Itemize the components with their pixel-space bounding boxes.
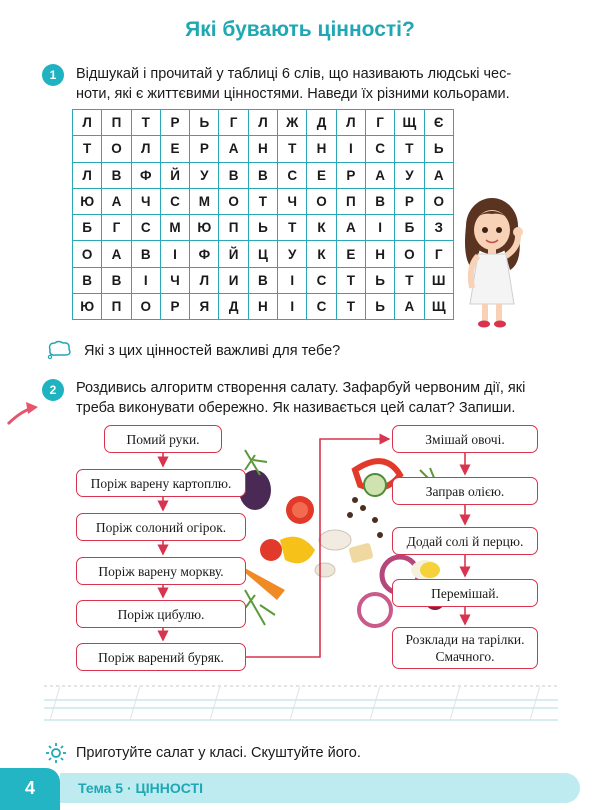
topic-label: Тема 5 — [78, 780, 124, 796]
letter-grid — [72, 109, 454, 320]
grid-cell[interactable]: П — [102, 294, 131, 320]
grid-cell[interactable]: І — [131, 267, 160, 293]
grid-cell[interactable]: Ь — [424, 136, 453, 162]
grid-cell[interactable]: І — [278, 267, 307, 293]
grid-cell[interactable]: В — [248, 162, 277, 188]
grid-cell[interactable]: Г — [365, 110, 394, 136]
grid-cell[interactable]: Л — [190, 267, 219, 293]
grid-cell[interactable]: М — [160, 215, 189, 241]
step-box[interactable]: Заправ олією. — [392, 477, 538, 505]
topic-separator: · — [126, 780, 132, 796]
grid-cell[interactable]: І — [365, 215, 394, 241]
task1-line1: Відшукай і прочитай у таблиці 6 слів, що називають людські чес- — [76, 66, 512, 82]
page-number: 4 — [0, 768, 60, 810]
grid-cell[interactable]: В — [365, 188, 394, 214]
grid-cell[interactable]: І — [160, 241, 189, 267]
grid-cell[interactable]: Т — [278, 215, 307, 241]
grid-cell[interactable]: У — [278, 241, 307, 267]
grid-row — [73, 136, 454, 162]
grid-cell[interactable]: В — [102, 267, 131, 293]
grid-row — [73, 215, 454, 241]
grid-cell[interactable]: З — [424, 215, 453, 241]
grid-cell[interactable]: Л — [73, 162, 102, 188]
grid-cell[interactable]: Р — [160, 294, 189, 320]
task2-instructions — [76, 378, 586, 418]
step-box-final[interactable] — [392, 627, 538, 669]
grid-cell[interactable]: Б — [395, 215, 424, 241]
step-box[interactable]: Додай солі й перцю. — [392, 527, 538, 555]
grid-cell[interactable]: О — [219, 188, 248, 214]
grid-cell[interactable]: Ф — [131, 162, 160, 188]
task1-instructions — [76, 64, 576, 104]
step-box[interactable]: Перемішай. — [392, 579, 538, 607]
grid-cell[interactable]: Е — [160, 136, 189, 162]
task-number-badge: 2 — [42, 379, 64, 401]
grid-cell[interactable]: Ч — [160, 267, 189, 293]
grid-row — [73, 162, 454, 188]
page-title: Які бувають цінності? — [185, 18, 415, 41]
grid-cell[interactable]: У — [395, 162, 424, 188]
grid-cell[interactable]: В — [131, 241, 160, 267]
grid-cell[interactable]: Р — [336, 162, 365, 188]
grid-cell[interactable]: А — [424, 162, 453, 188]
grid-cell[interactable]: Н — [248, 136, 277, 162]
grid-row — [73, 110, 454, 136]
grid-cell[interactable]: Ф — [190, 241, 219, 267]
grid-cell[interactable]: Т — [336, 267, 365, 293]
grid-row — [73, 294, 454, 320]
grid-cell[interactable]: Н — [307, 136, 336, 162]
grid-cell[interactable]: О — [395, 241, 424, 267]
step-box[interactable]: Помий руки. — [104, 425, 222, 453]
grid-cell[interactable]: Я — [190, 294, 219, 320]
task-number-badge: 1 — [42, 64, 64, 86]
grid-cell[interactable]: Л — [131, 136, 160, 162]
grid-cell[interactable]: Ю — [73, 294, 102, 320]
grid-cell[interactable]: Т — [336, 294, 365, 320]
grid-cell[interactable]: А — [102, 241, 131, 267]
writing-lines[interactable] — [44, 680, 558, 725]
grid-cell[interactable]: С — [278, 162, 307, 188]
grid-cell[interactable]: В — [102, 162, 131, 188]
grid-cell[interactable]: Є — [424, 110, 453, 136]
grid-cell[interactable]: П — [336, 188, 365, 214]
grid-cell[interactable]: А — [102, 188, 131, 214]
grid-cell[interactable]: С — [307, 267, 336, 293]
grid-cell[interactable]: Т — [395, 136, 424, 162]
grid-cell[interactable]: Т — [395, 267, 424, 293]
grid-cell[interactable]: У — [190, 162, 219, 188]
grid-cell[interactable]: Р — [160, 110, 189, 136]
grid-cell[interactable]: Е — [307, 162, 336, 188]
thought-bubble-icon — [44, 340, 74, 360]
grid-cell[interactable]: Щ — [424, 294, 453, 320]
grid-cell[interactable]: Ш — [424, 267, 453, 293]
grid-cell[interactable]: В — [248, 267, 277, 293]
grid-row — [73, 188, 454, 214]
task1-question: Які з цих цінностей важливі для тебе? — [84, 343, 341, 359]
grid-row — [73, 241, 454, 267]
grid-cell[interactable]: Л — [336, 110, 365, 136]
grid-cell[interactable]: В — [219, 162, 248, 188]
grid-cell[interactable]: К — [307, 241, 336, 267]
grid-cell[interactable]: А — [395, 294, 424, 320]
grid-cell[interactable]: І — [278, 294, 307, 320]
sun-icon — [46, 743, 66, 763]
grid-cell[interactable]: Ц — [248, 241, 277, 267]
grid-cell[interactable]: Н — [365, 241, 394, 267]
task1-line2: ноти, які є життєвими цінностями. Наведи їх різними кольорами. — [76, 86, 510, 102]
topic-banner — [60, 773, 580, 803]
grid-cell[interactable]: С — [365, 136, 394, 162]
grid-cell[interactable]: И — [219, 267, 248, 293]
grid-cell[interactable]: Т — [131, 110, 160, 136]
grid-cell[interactable]: Т — [73, 136, 102, 162]
grid-cell[interactable]: К — [307, 215, 336, 241]
grid-cell[interactable]: М — [190, 188, 219, 214]
step-box[interactable]: Поріж варену моркву. — [76, 557, 246, 585]
grid-cell[interactable]: Ь — [248, 215, 277, 241]
grid-cell[interactable]: Ч — [278, 188, 307, 214]
grid-cell[interactable]: Р — [190, 136, 219, 162]
grid-cell[interactable]: О — [102, 136, 131, 162]
grid-cell[interactable]: Й — [219, 241, 248, 267]
grid-cell[interactable]: О — [424, 188, 453, 214]
grid-cell[interactable]: С — [131, 215, 160, 241]
step-box[interactable]: Поріж варену картоплю. — [76, 469, 246, 497]
topic-name: ЦІННОСТІ — [135, 780, 203, 796]
grid-cell[interactable]: С — [160, 188, 189, 214]
task2-line2: треба виконувати обережно. Як називається цей салат? Запиши. — [76, 400, 516, 416]
grid-cell[interactable]: П — [102, 110, 131, 136]
grid-cell[interactable]: Щ — [395, 110, 424, 136]
step-box[interactable]: Поріж варений буряк. — [76, 643, 246, 671]
grid-cell[interactable]: Т — [278, 136, 307, 162]
grid-cell[interactable]: Т — [248, 188, 277, 214]
final-step-line2: Смачного. — [435, 649, 495, 664]
grid-cell[interactable]: Ь — [365, 294, 394, 320]
grid-cell[interactable]: Б — [73, 215, 102, 241]
bottom-task: Приготуйте салат у класі. Скуштуйте його. — [76, 745, 361, 761]
grid-cell[interactable]: А — [336, 215, 365, 241]
step-box[interactable]: Поріж цибулю. — [76, 600, 246, 628]
grid-cell[interactable]: Д — [219, 294, 248, 320]
final-step-line1: Розклади на тарілки. — [405, 632, 525, 647]
grid-cell[interactable]: І — [336, 136, 365, 162]
grid-cell[interactable]: О — [131, 294, 160, 320]
grid-cell[interactable]: С — [307, 294, 336, 320]
grid-cell[interactable]: В — [73, 267, 102, 293]
pointer-arrow-icon — [6, 398, 40, 428]
grid-cell[interactable]: Г — [424, 241, 453, 267]
step-box[interactable]: Змішай овочі. — [392, 425, 538, 453]
grid-cell[interactable]: П — [219, 215, 248, 241]
grid-cell[interactable]: Н — [248, 294, 277, 320]
grid-cell[interactable]: Д — [307, 110, 336, 136]
grid-cell[interactable]: О — [73, 241, 102, 267]
grid-cell[interactable]: А — [365, 162, 394, 188]
grid-cell[interactable]: А — [219, 136, 248, 162]
grid-cell[interactable]: Г — [219, 110, 248, 136]
step-box[interactable]: Поріж солоний огірок. — [76, 513, 246, 541]
grid-cell[interactable]: Ю — [73, 188, 102, 214]
grid-row — [73, 267, 454, 293]
grid-cell[interactable]: Р — [395, 188, 424, 214]
grid-cell[interactable]: Е — [336, 241, 365, 267]
grid-cell[interactable]: Л — [248, 110, 277, 136]
task2-line1: Роздивись алгоритм створення салату. Зафарбуй червоним дії, які — [76, 380, 526, 396]
grid-cell[interactable]: Л — [73, 110, 102, 136]
grid-cell[interactable]: Й — [160, 162, 189, 188]
grid-cell[interactable]: О — [307, 188, 336, 214]
grid-cell[interactable]: Ч — [131, 188, 160, 214]
grid-cell[interactable]: Ю — [190, 215, 219, 241]
girl-illustration — [452, 192, 532, 332]
grid-cell[interactable]: Ь — [190, 110, 219, 136]
grid-cell[interactable]: Ь — [365, 267, 394, 293]
grid-cell[interactable]: Г — [102, 215, 131, 241]
grid-cell[interactable]: Ж — [278, 110, 307, 136]
